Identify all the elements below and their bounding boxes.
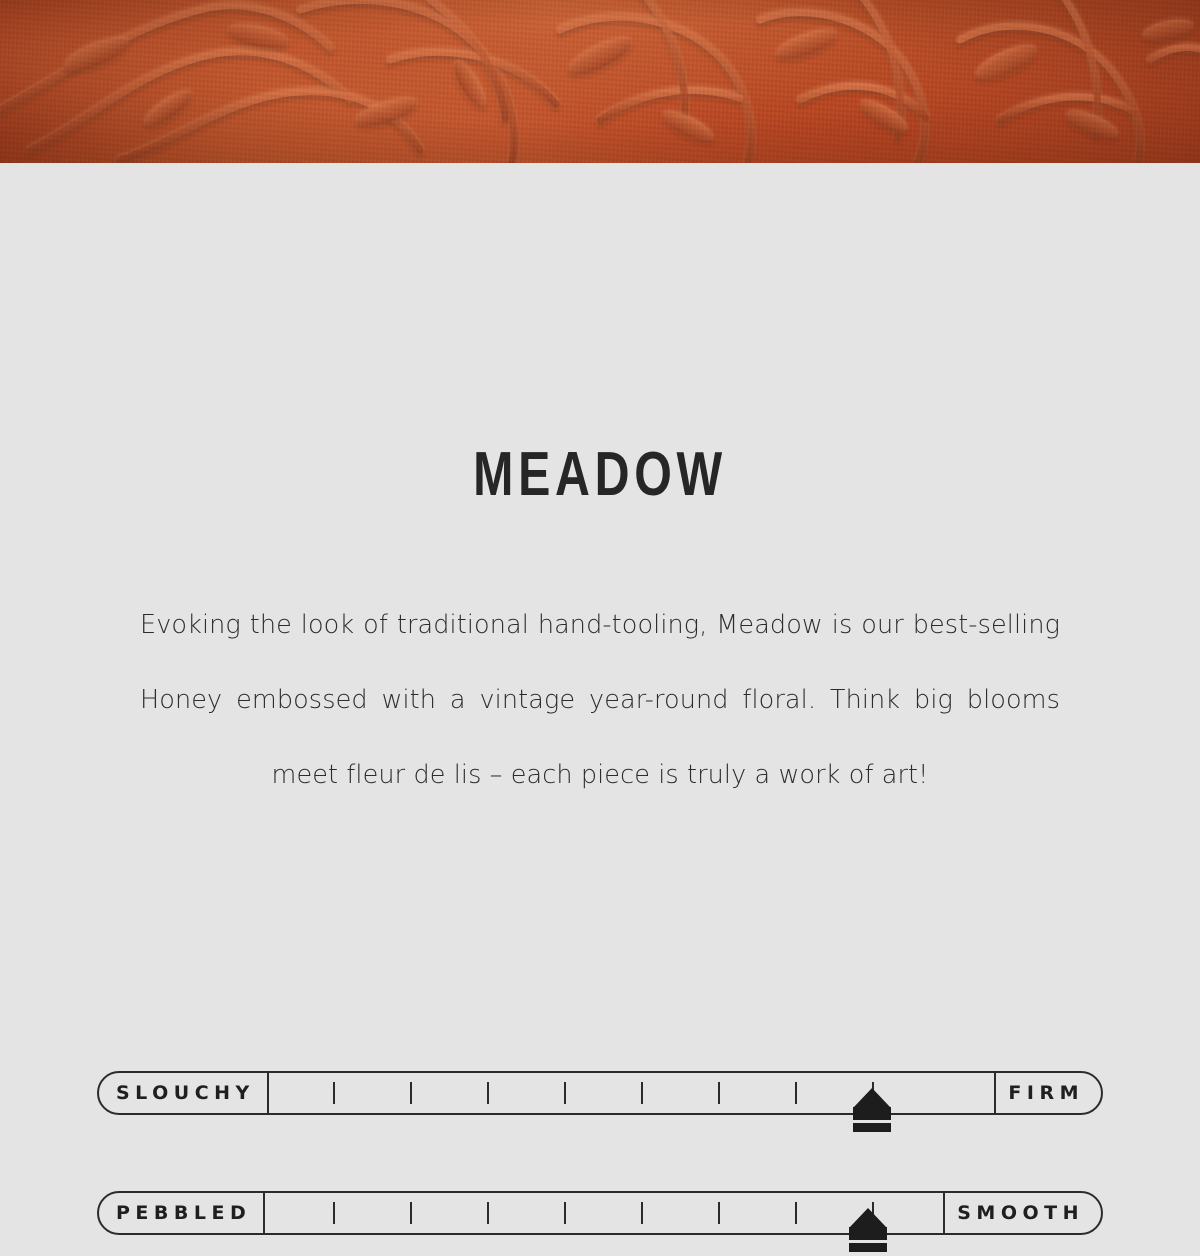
hero-leather-banner	[0, 0, 1200, 163]
page-title: MEADOW	[473, 440, 727, 509]
slider-firmness-left-label: SLOUCHY	[97, 1071, 269, 1115]
slider-firmness-right-label: FIRM	[994, 1071, 1103, 1115]
product-description-text: Evoking the look of traditional hand-tooling, Meadow is our best-selling Honey embossed with a vintage year-round floral. Think big blooms meet fleur de lis – each piece is truly a work of art!	[140, 610, 1060, 790]
slider-texture-marker[interactable]	[849, 1208, 887, 1256]
slider-texture[interactable]	[97, 1191, 1103, 1235]
slider-texture-left-label: PEBBLED	[97, 1191, 265, 1235]
embossed-floral-pattern-icon	[0, 0, 1200, 163]
slider-firmness[interactable]	[97, 1071, 1103, 1115]
product-description-panel	[0, 163, 1200, 1224]
slider-texture-right-label: SMOOTH	[943, 1191, 1103, 1235]
slider-firmness-marker[interactable]	[853, 1088, 891, 1136]
